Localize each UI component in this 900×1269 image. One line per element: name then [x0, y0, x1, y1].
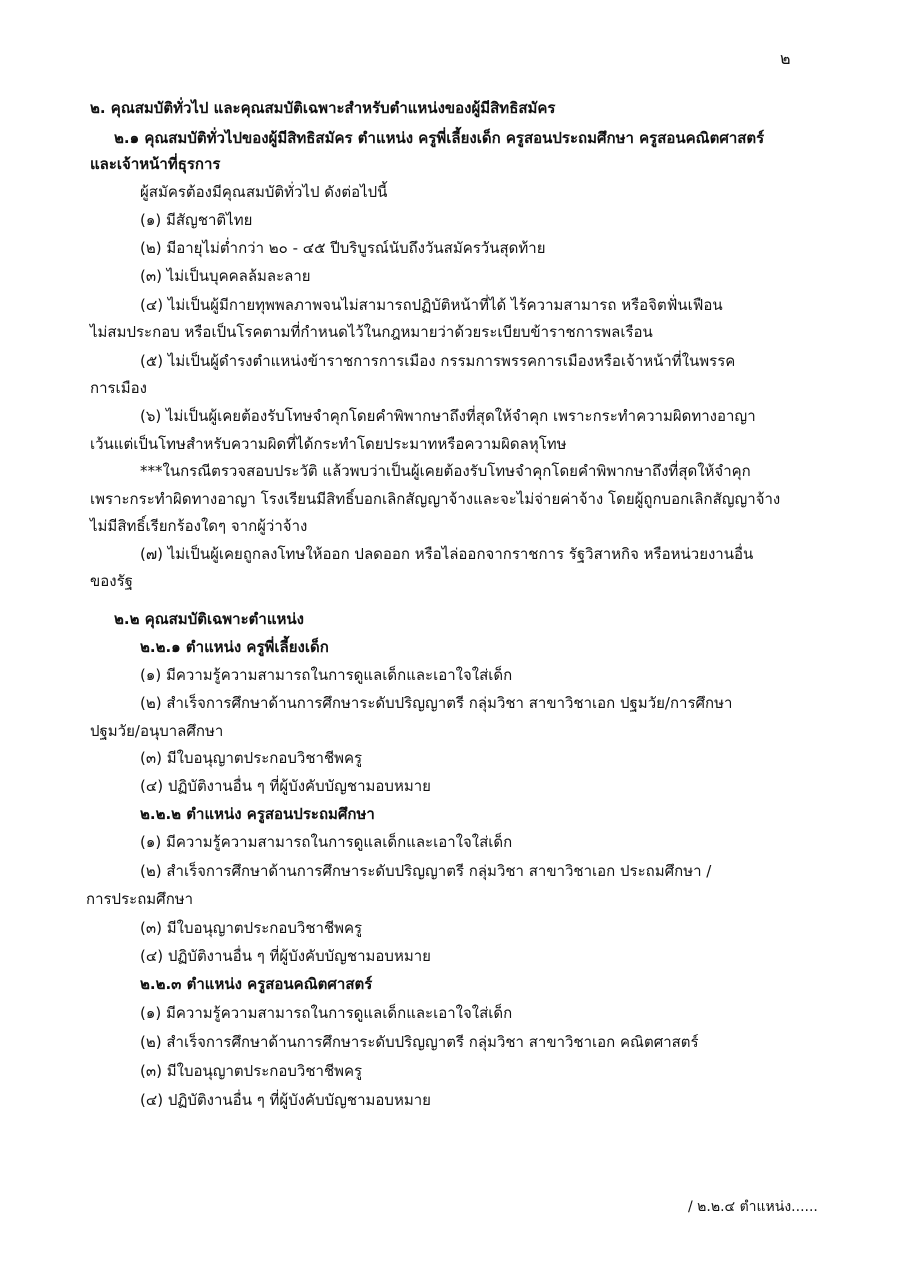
general-item-1: (๑) มีสัญชาติไทย [140, 211, 253, 229]
section-2-1-heading: ๒.๑ คุณสมบัติทั่วไปของผู้มีสิทธิสมัคร ตำแหน่ง ครูพี่เลี้ยงเด็ก ครูสอนประถมศึกษา ครูสอนคณิตศาสตร์ [114, 129, 765, 147]
position-3-item-1: (๑) มีความรู้ความสามารถในการดูแลเด็กและเอาใจใส่เด็ก [140, 1004, 513, 1022]
position-2-item-3: (๓) มีใบอนุญาตประกอบวิชาชีพครู [140, 919, 363, 937]
general-item-4-cont: ไม่สมประกอบ หรือเป็นโรคตามที่กำหนดไว้ในกฎหมายว่าด้วยระเบียบข้าราชการพลเรือน [90, 323, 653, 341]
general-item-7: (๗) ไม่เป็นผู้เคยถูกลงโทษให้ออก ปลดออก หรือไล่ออกจากราชการ รัฐวิสาหกิจ หรือหน่วยงานอื่น [140, 545, 754, 563]
section-2-heading: ๒. คุณสมบัติทั่วไป และคุณสมบัติเฉพาะสำหรับตำแหน่งของผู้มีสิทธิสมัคร [90, 99, 556, 117]
position-3-item-4: (๔) ปฏิบัติงานอื่น ๆ ที่ผู้บังคับบัญชามอบหมาย [140, 1091, 431, 1109]
general-item-3: (๓) ไม่เป็นบุคคลล้มละลาย [140, 267, 311, 285]
position-3-item-3: (๓) มีใบอนุญาตประกอบวิชาชีพครู [140, 1062, 363, 1080]
note-text-cont-2: ไม่มีสิทธิ์เรียกร้องใดๆ จากผู้ว่าจ้าง [90, 517, 308, 535]
note-text: ***ในกรณีตรวจสอบประวัติ แล้วพบว่าเป็นผู้เคยต้องรับโทษจำคุกโดยคำพิพากษาถึงที่สุดให้จำคุก [140, 462, 751, 480]
position-1-item-3: (๓) มีใบอนุญาตประกอบวิชาชีพครู [140, 749, 363, 767]
general-item-2: (๒) มีอายุไม่ต่ำกว่า ๒๐ - ๔๕ ปีบริบูรณ์นับถึงวันสมัครวันสุดท้าย [140, 239, 546, 257]
general-item-6: (๖) ไม่เป็นผู้เคยต้องรับโทษจำคุกโดยคำพิพากษาถึงที่สุดให้จำคุก เพราะกระทำความผิดทางอาญา [140, 407, 756, 425]
general-item-4: (๔) ไม่เป็นผู้มีกายทุพพลภาพจนไม่สามารถปฏิบัติหน้าที่ได้ ไร้ความสามารถ หรือจิตฟั่นเฟือน [140, 296, 723, 314]
position-3-heading: ๒.๒.๓ ตำแหน่ง ครูสอนคณิตศาสตร์ [140, 975, 373, 993]
intro-text: ผู้สมัครต้องมีคุณสมบัติทั่วไป ดังต่อไปนี้ [140, 183, 388, 201]
note-text-cont-1: เพราะกระทำผิดทางอาญา โรงเรียนมีสิทธิ์บอกเลิกสัญญาจ้างและจะไม่จ่ายค่าจ้าง โดยผู้ถูกบอกเลิกสัญญาจ้าง [90, 490, 781, 508]
position-1-item-1: (๑) มีความรู้ความสามารถในการดูแลเด็กและเอาใจใส่เด็ก [140, 666, 513, 684]
position-1-heading: ๒.๒.๑ ตำแหน่ง ครูพี่เลี้ยงเด็ก [140, 638, 329, 656]
general-item-5-cont: การเมือง [90, 379, 147, 397]
position-3-item-2: (๒) สำเร็จการศึกษาด้านการศึกษาระดับปริญญาตรี กลุ่มวิชา สาขาวิชาเอก คณิตศาสตร์ [140, 1033, 699, 1051]
general-item-5: (๕) ไม่เป็นผู้ดำรงตำแหน่งข้าราชการการเมือง กรรมการพรรคการเมืองหรือเจ้าหน้าที่ในพรรค [140, 352, 736, 370]
section-2-2-heading: ๒.๒ คุณสมบัติเฉพาะตำแหน่ง [114, 610, 304, 628]
position-2-item-2: (๒) สำเร็จการศึกษาด้านการศึกษาระดับปริญญาตรี กลุ่มวิชา สาขาวิชาเอก ประถมศึกษา / [140, 862, 712, 880]
position-1-item-4: (๔) ปฏิบัติงานอื่น ๆ ที่ผู้บังคับบัญชามอบหมาย [140, 777, 431, 795]
position-2-item-2-cont: การประถมศึกษา [86, 890, 194, 908]
general-item-6-cont: เว้นแต่เป็นโทษสำหรับความผิดที่ได้กระทำโดยประมาทหรือความผิดลหุโทษ [90, 435, 567, 453]
section-2-1-heading-cont: และเจ้าหน้าที่ธุรการ [90, 155, 221, 173]
position-1-item-2-cont: ปฐมวัย/อนุบาลศึกษา [90, 722, 224, 740]
position-2-item-1: (๑) มีความรู้ความสามารถในการดูแลเด็กและเอาใจใส่เด็ก [140, 833, 513, 851]
page-number: ๒ [780, 49, 791, 68]
position-2-heading: ๒.๒.๒ ตำแหน่ง ครูสอนประถมศึกษา [140, 805, 375, 823]
position-2-item-4: (๔) ปฏิบัติงานอื่น ๆ ที่ผู้บังคับบัญชามอบหมาย [140, 947, 431, 965]
general-item-7-cont: ของรัฐ [90, 572, 133, 590]
position-1-item-2: (๒) สำเร็จการศึกษาด้านการศึกษาระดับปริญญาตรี กลุ่มวิชา สาขาวิชาเอก ปฐมวัย/การศึกษา [140, 694, 733, 712]
continuation-marker: / ๒.๒.๔ ตำแหน่ง...... [688, 1199, 818, 1215]
